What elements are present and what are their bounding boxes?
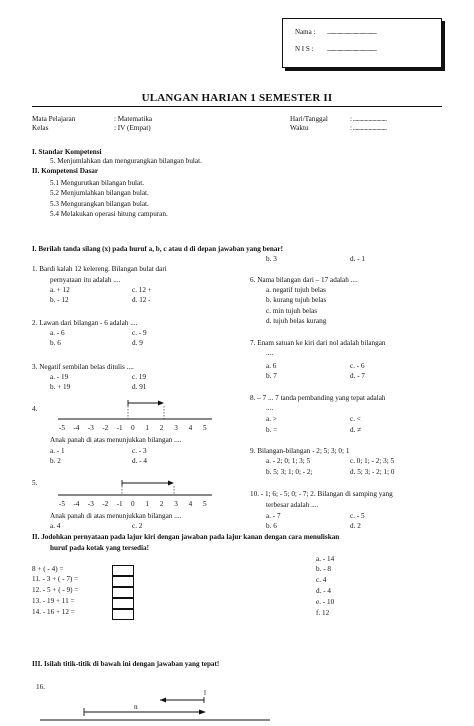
arrow-head-icon xyxy=(160,698,166,703)
option[interactable]: d. ≠ xyxy=(350,426,362,434)
tick-label: 1 xyxy=(145,424,149,432)
option[interactable]: c. - 5 xyxy=(350,512,365,520)
nis-label: N I S : xyxy=(295,45,314,53)
option[interactable]: d. 2 xyxy=(350,522,361,530)
tick-label: 2 xyxy=(159,500,164,508)
nama-field[interactable]: ........................................... xyxy=(327,28,377,36)
option[interactable]: d. - 7 xyxy=(350,372,365,380)
option[interactable]: d. 5; 3; - 2; 1; 0 xyxy=(350,468,395,476)
option[interactable]: c. 12 + xyxy=(132,286,152,294)
sk-item: 5. Menjumlahkan dan mengurangkan bilangan bulat. xyxy=(50,157,202,165)
matching-left-item: 13. - 19 + 11 = xyxy=(32,597,75,605)
tick-label: 4 xyxy=(188,500,193,508)
mapel-value: : Matematika xyxy=(114,115,153,123)
tick-label: -3 xyxy=(87,500,94,508)
tick-label: 5 xyxy=(203,424,207,432)
hari-field[interactable]: : .......................... xyxy=(350,115,387,123)
question-1-stem: pernyataan itu adalah .... xyxy=(50,276,121,284)
question-6-stem: 6. Nama bilangan dari – 17 adalah .... xyxy=(250,276,358,284)
section3-heading: III. Isilah titik-titik di bawah ini dengan jawaban yang tepat! xyxy=(32,660,220,668)
option[interactable]: d. - 4 xyxy=(132,457,147,465)
answer-box[interactable] xyxy=(112,565,134,576)
option[interactable]: c. min tujuh belas xyxy=(266,307,318,315)
matching-right-item: e. - 10 xyxy=(316,598,335,606)
question-2-stem: 2. Lawan dari bilangan - 6 adalah .... xyxy=(32,319,138,327)
question-8-dots: .... xyxy=(266,404,274,412)
arrow-head-icon xyxy=(168,481,174,486)
kelas-value: : IV (Empat) xyxy=(114,124,151,132)
tick-label: 4 xyxy=(188,424,193,432)
option[interactable]: c. < xyxy=(350,415,361,423)
tick-label: -4 xyxy=(73,424,80,432)
tick-label: -2 xyxy=(102,424,109,432)
nama-label: Nama : xyxy=(295,28,316,36)
matching-left-item: 14. - 16 + 12 = xyxy=(32,608,75,616)
option[interactable]: d. - 1 xyxy=(350,255,365,263)
option[interactable]: a. 4 xyxy=(50,522,61,530)
question-7-stem: 7. Enam satuan ke kiri dari nol adalah bilangan xyxy=(250,339,386,347)
option[interactable]: b. 6 xyxy=(50,339,61,347)
option[interactable]: a. - 6 xyxy=(50,329,65,337)
question-4-number: 4. xyxy=(32,405,38,413)
kelas-label: Kelas xyxy=(32,124,49,132)
answer-box[interactable] xyxy=(112,587,134,598)
tick-label: -1 xyxy=(116,424,123,432)
option[interactable]: a. - 2; 0; 1; 3; 5 xyxy=(266,457,311,465)
arrow-head-icon xyxy=(199,710,206,715)
section2-heading: huruf pada kotak yang tersedia! xyxy=(50,544,150,552)
option[interactable]: a. - 19 xyxy=(50,373,69,381)
tick-label: -4 xyxy=(73,500,80,508)
option[interactable]: d. 9 xyxy=(132,339,143,347)
answer-box[interactable] xyxy=(112,609,134,620)
option[interactable]: c. 2 xyxy=(132,522,143,530)
option[interactable]: c. 19 xyxy=(132,373,146,381)
answer-box[interactable] xyxy=(112,576,134,587)
question-1-stem: 1. Bardi kalah 12 kelereng. Bilangan bulat dari xyxy=(32,265,167,273)
option[interactable]: c. - 9 xyxy=(132,329,147,337)
kd-item: 5.1 Mengurutkan bilangan bulat. xyxy=(50,179,145,187)
question-4-number-line xyxy=(58,400,212,419)
sk-heading: I. Standar Kompetensi xyxy=(32,148,102,156)
option[interactable]: c. 0; 1; - 2; 3; 5 xyxy=(350,457,395,465)
student-identity-box xyxy=(282,18,442,68)
option[interactable]: b. kurang tujuh belas xyxy=(266,296,327,304)
question-7-dots: .... xyxy=(266,349,274,357)
question-3-stem: 3. Negatif sembilan belas ditulis .... xyxy=(32,363,134,371)
question-5-number: 5. xyxy=(32,479,38,487)
hari-label: Hari/Tanggal xyxy=(290,115,328,123)
option[interactable]: a. + 12 xyxy=(50,286,70,294)
option[interactable]: d. tujuh belas kurang xyxy=(266,317,327,325)
option[interactable]: b. 5; 3; 1; 0; - 2; xyxy=(266,468,313,476)
tick-label: 3 xyxy=(174,500,178,508)
page-title: ULANGAN HARIAN 1 SEMESTER II xyxy=(141,92,333,104)
question-10-stem: terbesar adalah .... xyxy=(266,501,319,509)
matching-left-item: 8 + ( - 4) = xyxy=(32,565,64,573)
question-4-stem: Anak panah di atas menunjukkan bilangan .... xyxy=(50,436,182,444)
option[interactable]: b. - 12 xyxy=(50,296,69,304)
question-16-label-l: l xyxy=(204,689,206,697)
matching-left-item: 12. - 5 + ( - 9) = xyxy=(32,586,79,594)
section2-heading: II. Jodohkan pernyataan pada lajur kiri dengan jawaban pada lajur kanan dengan cara menuliskan xyxy=(32,533,340,541)
kd-item: 5.2 Menjumlahkan bilangan bulat. xyxy=(50,189,149,197)
option[interactable]: d. 91 xyxy=(132,383,147,391)
waktu-label: Waktu xyxy=(290,124,309,132)
waktu-field[interactable]: : .......................... xyxy=(350,124,387,132)
question-5-number-line xyxy=(58,480,212,495)
mapel-label: Mata Pelajaran xyxy=(32,115,76,123)
section1-heading: I. Berilah tanda silang (x) pada huruf a, b, c atau d di depan jawaban yang benar! xyxy=(32,245,284,253)
kd-item: 5.4 Melakukan operasi hitung campuran. xyxy=(50,210,168,218)
question-5-stem: Anak panah di atas menunjukkan bilangan .... xyxy=(50,512,182,520)
option[interactable]: b. 2 xyxy=(50,457,61,465)
answer-box[interactable] xyxy=(112,598,134,609)
matching-right-item: d. - 4 xyxy=(316,587,331,595)
option[interactable]: b. + 19 xyxy=(50,383,71,391)
tick-label: -3 xyxy=(87,424,94,432)
question-16-label-n: n xyxy=(134,703,138,711)
tick-label: 1 xyxy=(145,500,149,508)
option[interactable]: d. 12 - xyxy=(132,296,151,304)
option[interactable]: a. - 1 xyxy=(50,447,65,455)
tick-label: -1 xyxy=(116,500,123,508)
matching-right-item: c. 4 xyxy=(316,576,327,584)
matching-right-item: a. - 14 xyxy=(316,555,335,563)
matching-right-item: f. 12 xyxy=(316,609,330,617)
tick-label: -5 xyxy=(59,500,65,508)
arrow-head-icon xyxy=(158,401,164,406)
question-9-stem: 9. Bilangan-bilangan - 2; 5; 3; 0; 1 xyxy=(250,447,350,455)
option[interactable]: a. negatif tujuh belas xyxy=(266,286,326,294)
option[interactable]: b. = xyxy=(266,426,278,434)
option[interactable]: a. > xyxy=(266,415,277,423)
tick-label: 5 xyxy=(203,500,207,508)
option[interactable]: b. 3 xyxy=(266,255,277,263)
matching-left-item: 11. - 3 + ( - 7) = xyxy=(32,575,79,583)
question-8-stem: 8. – 7 ... 7 tanda pembanding yang tepat adalah xyxy=(250,394,386,402)
option[interactable]: b. 6 xyxy=(266,522,277,530)
option[interactable]: c. - 6 xyxy=(350,362,365,370)
kd-item: 5.3 Mengurangkan bilangan bulat. xyxy=(50,200,149,208)
tick-label: 2 xyxy=(159,424,164,432)
tick-label: 0 xyxy=(131,424,135,432)
option[interactable]: a. - 7 xyxy=(266,512,281,520)
title-divider xyxy=(32,106,442,107)
nis-field[interactable]: ........................................... xyxy=(327,45,377,53)
matching-right-item: b. - 8 xyxy=(316,565,331,573)
question-16-number-line xyxy=(40,697,270,720)
option[interactable]: c. - 3 xyxy=(132,447,147,455)
tick-label: 0 xyxy=(131,500,135,508)
question-16-number: 16. xyxy=(36,683,45,691)
tick-label: 3 xyxy=(174,424,178,432)
option[interactable]: a. 6 xyxy=(266,362,277,370)
option[interactable]: b. 7 xyxy=(266,372,277,380)
tick-label: -5 xyxy=(59,424,65,432)
tick-label: -2 xyxy=(102,500,109,508)
question-10-stem: 10. - 1; 6; - 5; 0; - 7; 2. Bilangan di samping yang xyxy=(250,490,393,498)
kd-heading: II. Kompetensi Dasar xyxy=(32,167,99,175)
